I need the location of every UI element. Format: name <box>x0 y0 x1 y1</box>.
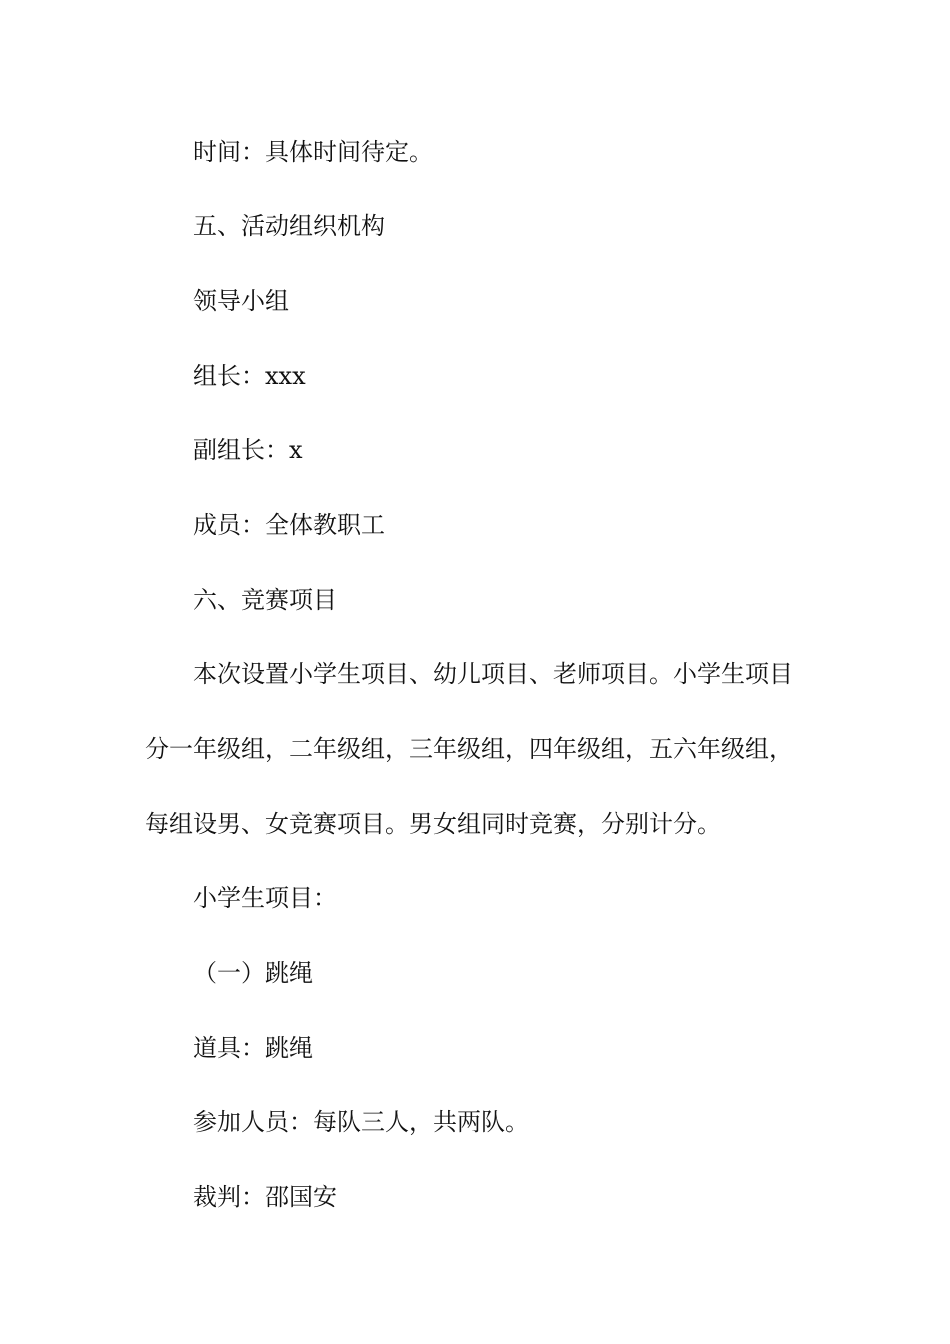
paragraph-time: 时间：具体时间待定。 <box>193 138 433 166</box>
paragraph-props: 道具：跳绳 <box>193 1034 313 1062</box>
paragraph-leadership-group: 领导小组 <box>193 287 289 315</box>
paragraph-deputy-leader: 副组长：x <box>193 436 303 464</box>
heading-organization: 五、活动组织机构 <box>193 212 385 240</box>
paragraph-events-line-1: 本次设置小学生项目、幼儿项目、老师项目。小学生项目 <box>193 660 793 688</box>
heading-competition-events: 六、竞赛项目 <box>193 586 337 614</box>
paragraph-referee: 裁判：邵国安 <box>193 1183 337 1211</box>
paragraph-events-line-3: 每组设男、女竞赛项目。男女组同时竞赛，分别计分。 <box>145 810 721 838</box>
paragraph-group-leader: 组长：xxx <box>193 362 306 390</box>
paragraph-participants: 参加人员：每队三人，共两队。 <box>193 1108 529 1136</box>
heading-jump-rope: （一）跳绳 <box>193 959 313 987</box>
paragraph-members: 成员：全体教职工 <box>193 511 385 539</box>
paragraph-student-events: 小学生项目： <box>193 884 337 912</box>
paragraph-events-line-2: 分一年级组，二年级组，三年级组，四年级组，五六年级组， <box>145 735 793 763</box>
